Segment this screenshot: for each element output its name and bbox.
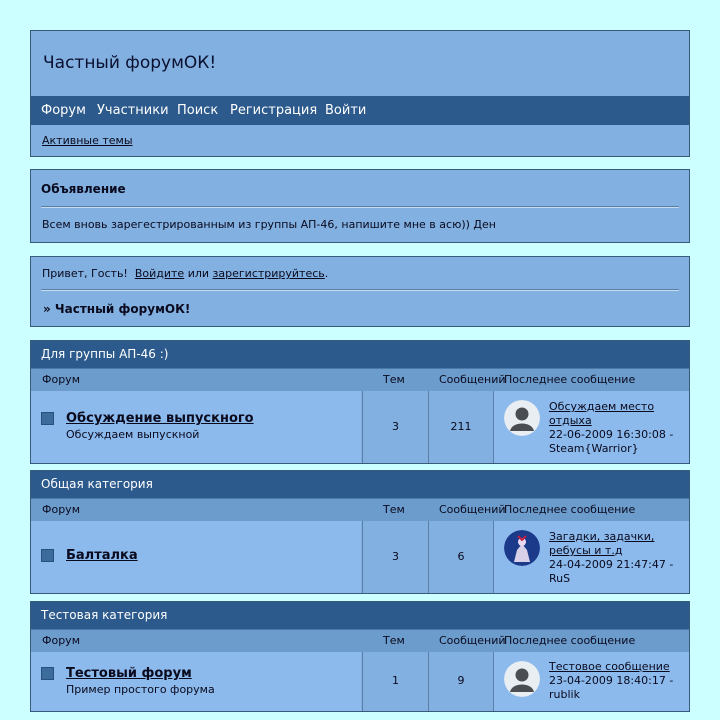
or-text: или: [187, 267, 210, 280]
topics-cell: [362, 391, 428, 463]
last-post-title-part[interactable]: отдыха: [549, 414, 592, 427]
forum-name-link[interactable]: Балталка: [66, 548, 138, 563]
last-post-title-link[interactable]: [549, 400, 679, 428]
announcement-box: [30, 169, 690, 243]
col-last-post: Последнее сообщение: [504, 373, 636, 386]
posts-cell: [428, 521, 493, 593]
forum-cell: [31, 521, 361, 593]
last-post-meta: [549, 558, 684, 586]
topics-count: 1: [392, 674, 399, 687]
forum-name-link[interactable]: Тестовый форум: [66, 666, 192, 681]
last-post-title-part[interactable]: ребусы и т.д: [549, 544, 623, 557]
col-topics: Тем: [383, 634, 405, 647]
last-post-cell: [493, 391, 689, 463]
nav-register[interactable]: Регистрация: [230, 103, 318, 118]
col-last-post: Последнее сообщение: [504, 634, 636, 647]
category-block: [30, 601, 690, 712]
col-topics: Тем: [383, 503, 405, 516]
col-topics: Тем: [383, 373, 405, 386]
welcome-box: [30, 256, 690, 327]
forum-cell: [31, 652, 361, 711]
last-post-title-part[interactable]: Загадки, задачки,: [549, 530, 655, 543]
posts-count: 6: [457, 550, 465, 563]
forum-name-link[interactable]: Обсуждение выпускного: [66, 411, 254, 426]
nav-forum[interactable]: Форум: [41, 103, 86, 118]
col-forum: Форум: [42, 373, 80, 386]
announcement-text: Всем вновь зарегестрированным из группы АП-46, напишите мне в асю)) Ден: [42, 218, 496, 231]
last-post-author: rublik: [549, 688, 580, 701]
col-posts: Сообщений: [439, 503, 506, 516]
col-posts: Сообщений: [439, 634, 506, 647]
last-post-date: 23-04-2009 18:40:17 -: [549, 674, 674, 687]
forum-row: [31, 391, 689, 463]
table-header: [31, 368, 689, 391]
last-post-date: 22-06-2009 16:30:08 -: [549, 428, 674, 441]
forum-icon: [41, 549, 54, 562]
last-post-title-link[interactable]: [549, 530, 679, 558]
last-post-author: RuS: [549, 572, 571, 585]
category-header: [31, 341, 689, 368]
category-block: [30, 340, 690, 464]
site-title: Частный форумОК!: [43, 53, 217, 73]
col-forum: Форум: [42, 634, 80, 647]
last-post-title-link[interactable]: Тестовое сообщение: [549, 660, 670, 673]
divider: [41, 206, 679, 208]
last-post-meta: [549, 674, 684, 702]
nav-search[interactable]: Поиск: [177, 103, 219, 118]
col-last-post: Последнее сообщение: [504, 503, 636, 516]
nav-members[interactable]: Участники: [97, 103, 169, 118]
forum-cell: [31, 391, 361, 463]
forum-row: [31, 652, 689, 711]
last-post-date: 24-04-2009 21:47:47 -: [549, 558, 674, 571]
forum-icon: [41, 667, 54, 680]
category-title: Для группы АП-46 :): [41, 347, 169, 361]
last-post-title-part[interactable]: Обсуждаем место: [549, 400, 655, 413]
col-forum: Форум: [42, 503, 80, 516]
col-posts: Сообщений: [439, 373, 506, 386]
last-post-cell: [493, 521, 689, 593]
category-header: [31, 471, 689, 498]
last-post-meta: [549, 428, 684, 456]
main-nav: [31, 96, 689, 125]
category-title: Тестовая категория: [41, 608, 168, 622]
category-header: [31, 602, 689, 629]
announcement-heading: Объявление: [41, 182, 126, 196]
welcome-line: [42, 267, 328, 280]
topics-count: 3: [392, 550, 399, 563]
forum-header: [30, 30, 690, 157]
forum-row: [31, 521, 689, 593]
forum-icon: [41, 412, 54, 425]
login-link[interactable]: Войдите: [134, 267, 185, 280]
category-block: [30, 470, 690, 594]
posts-cell: [428, 391, 493, 463]
topics-cell: [362, 521, 428, 593]
posts-count: 211: [450, 420, 472, 433]
table-header: [31, 629, 689, 652]
last-post-cell: [493, 652, 689, 711]
posts-cell: [428, 652, 493, 711]
table-header: [31, 498, 689, 521]
forum-description: Обсуждаем выпускной: [66, 428, 200, 441]
custom-avatar-icon: [504, 530, 540, 566]
posts-count: 9: [457, 674, 465, 687]
breadcrumb[interactable]: » Частный форумОК!: [43, 302, 191, 316]
nav-login[interactable]: Войти: [325, 103, 367, 118]
category-title: Общая категория: [41, 477, 153, 491]
topics-count: 3: [392, 420, 399, 433]
default-user-icon: [504, 661, 540, 697]
forum-description: Пример простого форума: [66, 683, 215, 696]
period-text: .: [324, 267, 329, 280]
register-link[interactable]: зарегистрируйтесь: [212, 267, 325, 280]
default-user-icon: [504, 400, 540, 436]
divider: [41, 289, 679, 291]
active-topics-link[interactable]: Активные темы: [42, 134, 133, 147]
greeting-text: Привет, Гость!: [42, 267, 128, 280]
topics-cell: [362, 652, 428, 711]
last-post-author: Steam{Warrior}: [549, 442, 639, 455]
